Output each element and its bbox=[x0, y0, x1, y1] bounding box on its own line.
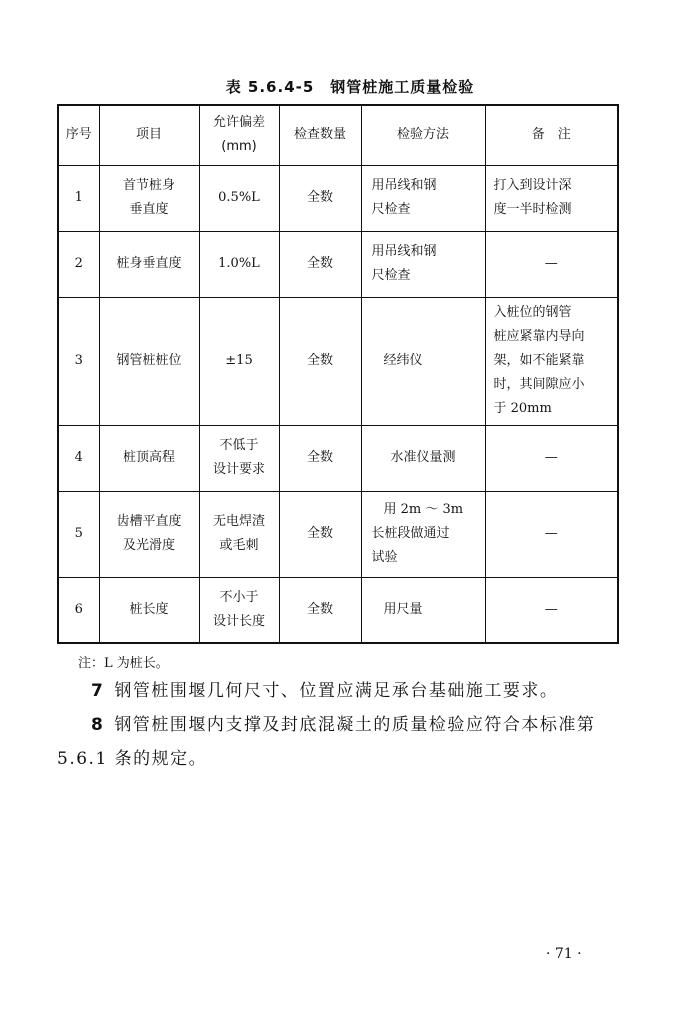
cell-tolerance: ±15 bbox=[199, 297, 279, 425]
header-seq: 序号 bbox=[58, 105, 99, 165]
cell-seq: 3 bbox=[58, 297, 99, 425]
cell-remark-line: 架，如不能紧靠 bbox=[493, 353, 585, 368]
table-header-row bbox=[58, 105, 618, 165]
header-count: 检查数量 bbox=[279, 105, 361, 165]
cell-tolerance bbox=[199, 577, 279, 643]
clause-number: 8 bbox=[91, 715, 105, 735]
cell-tolerance-line: 或毛刺 bbox=[219, 538, 259, 553]
cell-method-line: 用 2m ～ 3m bbox=[383, 502, 464, 517]
header-remark: 备 注 bbox=[485, 105, 618, 165]
cell-remark-line: 入桩位的钢管 bbox=[493, 305, 572, 320]
cell-method bbox=[361, 491, 485, 577]
cell-seq: 4 bbox=[58, 425, 99, 491]
cell-tolerance bbox=[199, 491, 279, 577]
clause-text: 钢管桩围堰内支撑及封底混凝土的质量检验应符合本标准第 5.6.1 条的规定。 bbox=[57, 715, 596, 769]
table-row bbox=[58, 231, 618, 297]
table-row bbox=[58, 165, 618, 231]
header-tolerance-line2: (mm) bbox=[221, 139, 257, 155]
cell-method-line: 尺检查 bbox=[371, 268, 411, 283]
cell-tolerance-line: 设计长度 bbox=[212, 613, 265, 629]
cell-remark bbox=[485, 297, 618, 425]
cell-method: 水准仪量测 bbox=[361, 425, 485, 491]
header-method: 检验方法 bbox=[361, 105, 485, 165]
cell-remark-line: 时，其间隙应小 bbox=[493, 377, 585, 392]
cell-count: 全数 bbox=[279, 231, 361, 297]
cell-tolerance bbox=[199, 425, 279, 491]
cell-item-line: 首节桩身 bbox=[122, 178, 175, 193]
cell-count: 全数 bbox=[279, 491, 361, 577]
cell-tolerance: 1.0%L bbox=[199, 231, 279, 297]
header-tolerance-line1: 允许偏差 bbox=[212, 115, 265, 131]
table-title: 表 5.6.4-5 钢管桩施工质量检验 bbox=[225, 78, 475, 96]
cell-count: 全数 bbox=[279, 297, 361, 425]
page-number: · 71 · bbox=[546, 946, 582, 962]
cell-method: 用尺量 bbox=[361, 577, 485, 643]
clause-7 bbox=[57, 674, 617, 708]
cell-remark: — bbox=[485, 425, 618, 491]
cell-item-line: 齿槽平直度 bbox=[116, 514, 182, 529]
cell-method bbox=[361, 231, 485, 297]
table-row bbox=[58, 577, 618, 643]
cell-tolerance-line: 设计要求 bbox=[212, 462, 265, 477]
cell-item bbox=[99, 491, 199, 577]
quality-inspection-table bbox=[57, 104, 619, 644]
clause-number: 7 bbox=[91, 681, 105, 701]
cell-seq: 5 bbox=[58, 491, 99, 577]
cell-method-line: 试验 bbox=[371, 550, 398, 565]
cell-count: 全数 bbox=[279, 425, 361, 491]
header-item: 项目 bbox=[99, 105, 199, 165]
cell-remark bbox=[485, 165, 618, 231]
cell-remark-line: 于 20mm bbox=[493, 401, 552, 416]
cell-method-line: 用吊线和钢 bbox=[371, 244, 437, 259]
cell-remark-line: 桩应紧靠内导向 bbox=[493, 329, 585, 344]
cell-remark: — bbox=[485, 231, 618, 297]
clause-8 bbox=[57, 708, 617, 776]
cell-remark-line: 打入到设计深 bbox=[493, 178, 572, 193]
cell-tolerance-line: 无电焊渣 bbox=[212, 514, 265, 529]
cell-method bbox=[361, 165, 485, 231]
cell-item-line: 垂直度 bbox=[129, 202, 169, 217]
cell-item-line: 及光滑度 bbox=[122, 538, 175, 553]
header-tolerance bbox=[199, 105, 279, 165]
cell-tolerance: 0.5%L bbox=[199, 165, 279, 231]
cell-method-line: 用吊线和钢 bbox=[371, 178, 437, 193]
cell-count: 全数 bbox=[279, 577, 361, 643]
cell-tolerance-line: 不小于 bbox=[219, 589, 259, 605]
cell-seq: 6 bbox=[58, 577, 99, 643]
clause-text: 钢管桩围堰几何尺寸、位置应满足承台基础施工要求。 bbox=[114, 681, 559, 701]
cell-remark: — bbox=[485, 491, 618, 577]
cell-tolerance-line: 不低于 bbox=[219, 438, 259, 453]
cell-remark: — bbox=[485, 577, 618, 643]
cell-item: 桩顶高程 bbox=[99, 425, 199, 491]
table-row bbox=[58, 297, 618, 425]
cell-item: 钢管桩桩位 bbox=[99, 297, 199, 425]
cell-remark-line: 度一半时检测 bbox=[493, 202, 572, 217]
table-row bbox=[58, 425, 618, 491]
cell-method-line: 尺检查 bbox=[371, 202, 411, 217]
cell-method: 经纬仪 bbox=[361, 297, 485, 425]
cell-seq: 1 bbox=[58, 165, 99, 231]
cell-seq: 2 bbox=[58, 231, 99, 297]
cell-item: 桩长度 bbox=[99, 577, 199, 643]
table-row bbox=[58, 491, 618, 577]
cell-method-line: 长桩段做通过 bbox=[371, 526, 450, 541]
cell-item bbox=[99, 165, 199, 231]
cell-count: 全数 bbox=[279, 165, 361, 231]
cell-item: 桩身垂直度 bbox=[99, 231, 199, 297]
table-note: 注：L 为桩长。 bbox=[78, 656, 169, 671]
